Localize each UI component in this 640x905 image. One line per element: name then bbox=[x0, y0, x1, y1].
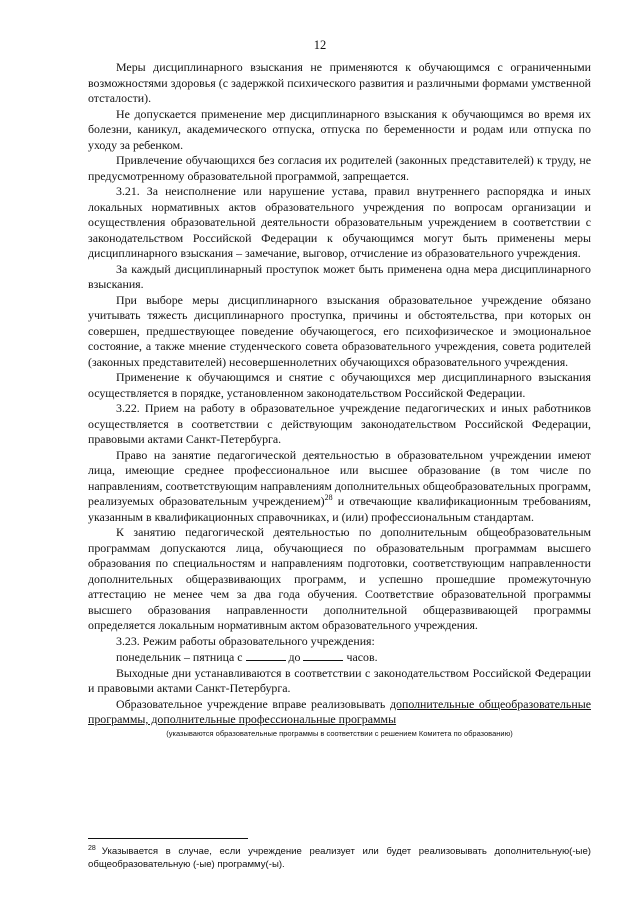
paragraph: Применение к обучающимся и снятие с обучающихся мер дисциплинарного взыскания осуществляется в порядке, установленном законодательством Российской Федерации. bbox=[88, 370, 591, 400]
section-title: 3.23. Режим работы образовательного учреждения: bbox=[116, 633, 375, 648]
footnote-divider bbox=[88, 838, 248, 839]
paragraph-text: Образовательное учреждение вправе реализовывать bbox=[116, 696, 390, 711]
paragraph-weekends: Выходные дни устанавливаются в соответствии с законодательством Российской Федерации и правовыми актами Санкт-Петербурга. bbox=[88, 665, 591, 695]
paragraph-teacher-right bbox=[88, 448, 591, 526]
schedule-start-blank bbox=[246, 649, 286, 661]
paragraph-programs bbox=[88, 697, 591, 728]
document-body bbox=[88, 60, 591, 738]
schedule-line bbox=[88, 649, 591, 666]
footnote-reference[interactable]: 28 bbox=[324, 493, 333, 503]
paragraph-text: Право на занятие педагогической деятельностью в образовательном учреждении имеют лица, имеющие среднее профессиональное или высшее образование (в том числе по направлениям, соответствующим направлениям дополнительных общеобразовательных программ, реализуемых образовательным учреждением) bbox=[88, 447, 591, 508]
paragraph: 3.22. Прием на работу в образовательное учреждение педагогических и иных работников осуществляется в соответствии с действующим законодательством Российской Федерации, правовыми актами Санкт-Петербурга. bbox=[88, 401, 591, 446]
paragraph-text: и отвечающие квалификационным требованиям, указанным в квалификационных справочниках, и (или) профессиональным стандартам. bbox=[88, 494, 591, 524]
paragraph: За каждый дисциплинарный проступок может быть применена одна мера дисциплинарного взыскания. bbox=[88, 261, 591, 291]
paragraph-additional: К занятию педагогической деятельностью по дополнительным общеобразовательным программам допускаются лица, обучающиеся по образовательным программам высшего образования по специальностям и направлениям подготовки, соответствующим направленности дополнительных общеразвивающих программ, и успешно прошедшие промежуточную аттестацию не менее чем за два года обучения. Соответствие образовательной программы высшего образования направленности дополнительной общеразвивающей программы определяется локальным нормативным актом образовательного учреждения. bbox=[88, 525, 591, 632]
paragraph: Привлечение обучающихся без согласия их родителей (законных представителей) к труду, не предусмотренному образовательной программой, запрещается. bbox=[88, 153, 591, 183]
footnote-mark: 28 bbox=[88, 844, 96, 852]
footnote-text: Указывается в случае, если учреждение реализует или будет реализовывать дополнительную(-ые) общеобразовательную (-ые) программу(-ы). bbox=[88, 846, 591, 870]
schedule-suffix: часов. bbox=[346, 650, 378, 664]
schedule-end-blank bbox=[303, 649, 343, 661]
schedule-middle: до bbox=[288, 650, 301, 664]
page-number: 12 bbox=[313, 38, 327, 52]
footnote bbox=[88, 845, 591, 871]
schedule-prefix: понедельник – пятница с bbox=[116, 650, 243, 664]
programs-caption: (указываются образовательные программы в соответствии с решением Комитета по образованию) bbox=[166, 728, 513, 738]
paragraph: Не допускается применение мер дисциплинарного взыскания к обучающимся во время их болезни, каникул, академического отпуска, отпуска по беременности и родам или отпуска по уходу за ребенком. bbox=[88, 106, 591, 152]
paragraph: 3.21. За неисполнение или нарушение устава, правил внутреннего распорядка и иных локальных нормативных актов образовательного учреждения по вопросам организации и осуществления образовательной деятельности образовательным учреждением в соответствии с законодательством Российской Федерации к обучающимся могут быть применены меры дисциплинарного взыскания – замечание, выговор, отчисление из образовательного учреждения. bbox=[88, 184, 591, 260]
programs-underlined: дополнительные общеобразовательные программы, дополнительные профессиональные программы bbox=[88, 696, 591, 726]
paragraph: Меры дисциплинарного взыскания не применяются к обучающимся с ограниченными возможностями здоровья (с задержкой психического развития и различными формами умственной отсталости). bbox=[88, 60, 591, 105]
paragraph: При выборе меры дисциплинарного взыскания образовательное учреждение обязано учитывать тяжесть дисциплинарного проступка, причины и обстоятельства, при которых он совершен, предшествующее поведение обучающегося, его психофизическое и эмоциональное состояние, а также мнение студенческого совета образовательного учреждения, совета родителей (законных представителей) несовершеннолетних обучающихся образовательного учреждения. bbox=[88, 292, 591, 369]
